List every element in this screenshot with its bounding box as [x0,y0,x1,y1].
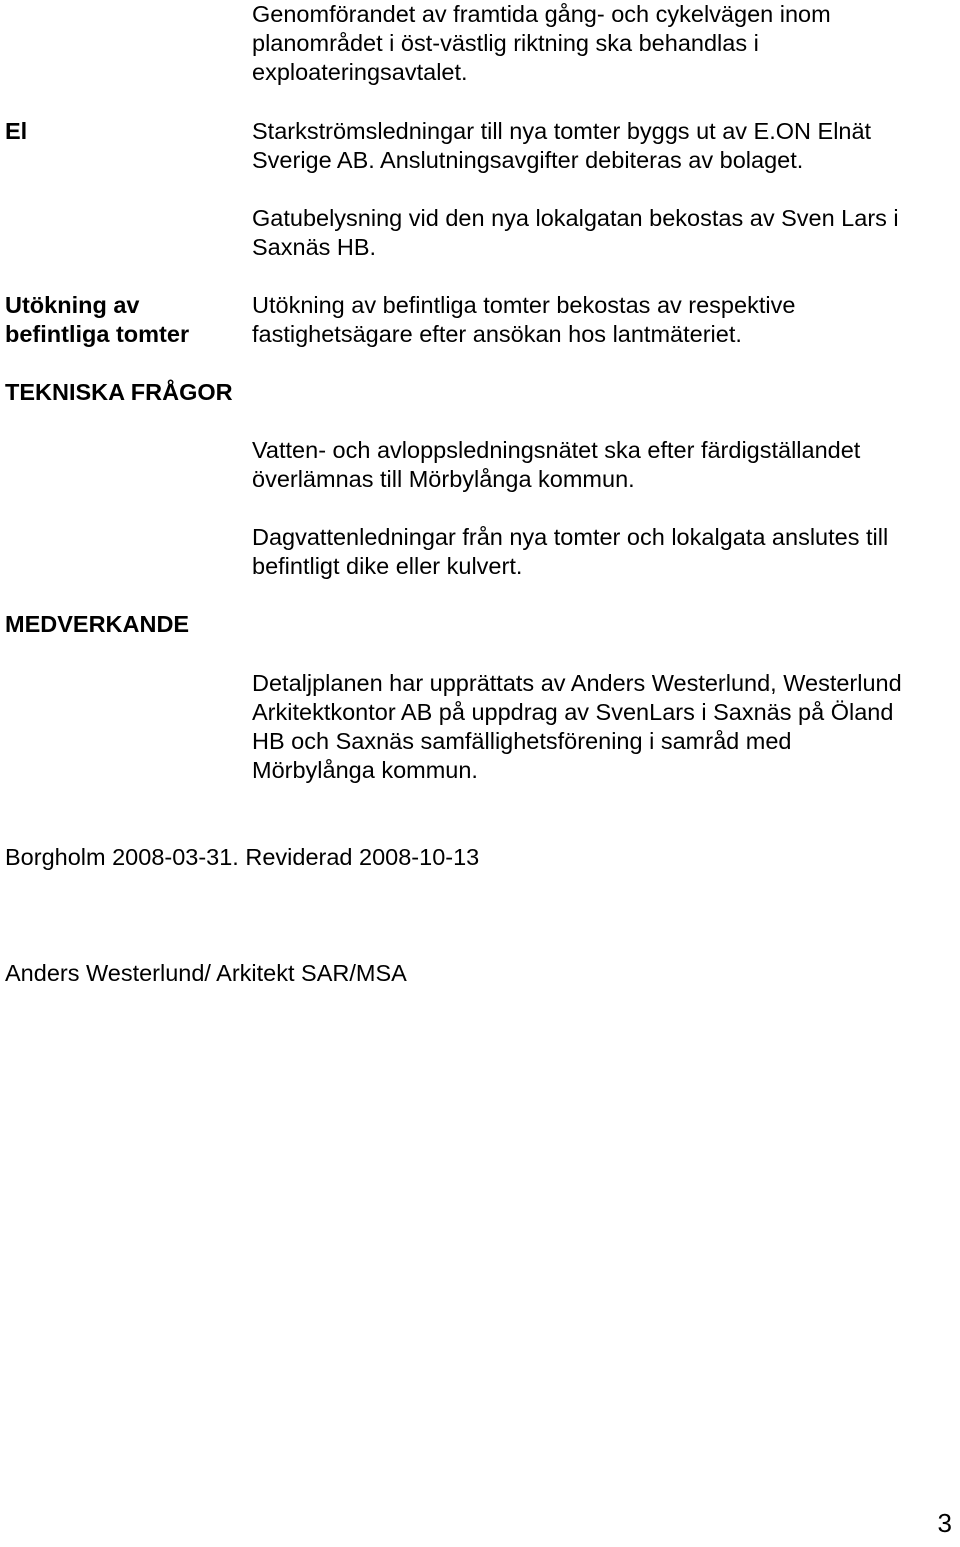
signature-line: Anders Westerlund/ Arkitekt SAR/MSA [5,960,407,986]
paragraph-gangvag-line-3: exploateringsavtalet. [252,59,468,85]
paragraph-tekniska-1-line-2: överlämnas till Mörbylånga kommun. [252,466,635,492]
paragraph-gangvag-line-1: Genomförandet av framtida gång- och cykelvägen inom [252,1,831,27]
paragraph-medverkande-line-1: Detaljplanen har upprättats av Anders Westerlund, Westerlund [252,670,902,696]
page-number: 3 [937,1508,952,1538]
paragraph-gangvag-line-2: planområdet i öst-västlig riktning ska behandlas i [252,30,759,56]
paragraph-el-1-line-1: Starkströmsledningar till nya tomter byggs ut av E.ON Elnät [252,118,872,144]
paragraph-medverkande-line-4: Mörbylånga kommun. [252,757,478,783]
paragraph-medverkande-line-2: Arkitektkontor AB på uppdrag av SvenLars i Saxnäs på Öland [252,699,894,725]
section-label-utokning-line-2: befintliga tomter [5,321,190,347]
paragraph-el-1-line-2: Sverige AB. Anslutningsavgifter debiteras av bolaget. [252,147,804,173]
section-label-utokning-line-1: Utökning av [5,292,140,318]
paragraph-tekniska-1-line-1: Vatten- och avloppsledningsnätet ska efter färdigställandet [252,437,861,463]
paragraph-el-2-line-1: Gatubelysning vid den nya lokalgatan bekostas av Sven Lars i [252,205,899,231]
paragraph-tekniska-2-line-2: befintligt dike eller kulvert. [252,553,523,579]
section-label-el: El [5,118,28,144]
paragraph-medverkande-line-3: HB och Saxnäs samfällighetsförening i samråd med [252,728,792,754]
place-and-date: Borgholm 2008-03-31. Reviderad 2008-10-13 [5,844,480,870]
paragraph-tekniska-2-line-1: Dagvattenledningar från nya tomter och lokalgata anslutes till [252,524,889,550]
paragraph-utokning-line-1: Utökning av befintliga tomter bekostas av respektive [252,292,796,318]
paragraph-utokning-line-2: fastighetsägare efter ansökan hos lantmäteriet. [252,321,742,347]
paragraph-el-2-line-2: Saxnäs HB. [252,234,377,260]
heading-medverkande: MEDVERKANDE [5,611,190,637]
heading-tekniska-fragor: TEKNISKA FRÅGOR [5,379,233,405]
